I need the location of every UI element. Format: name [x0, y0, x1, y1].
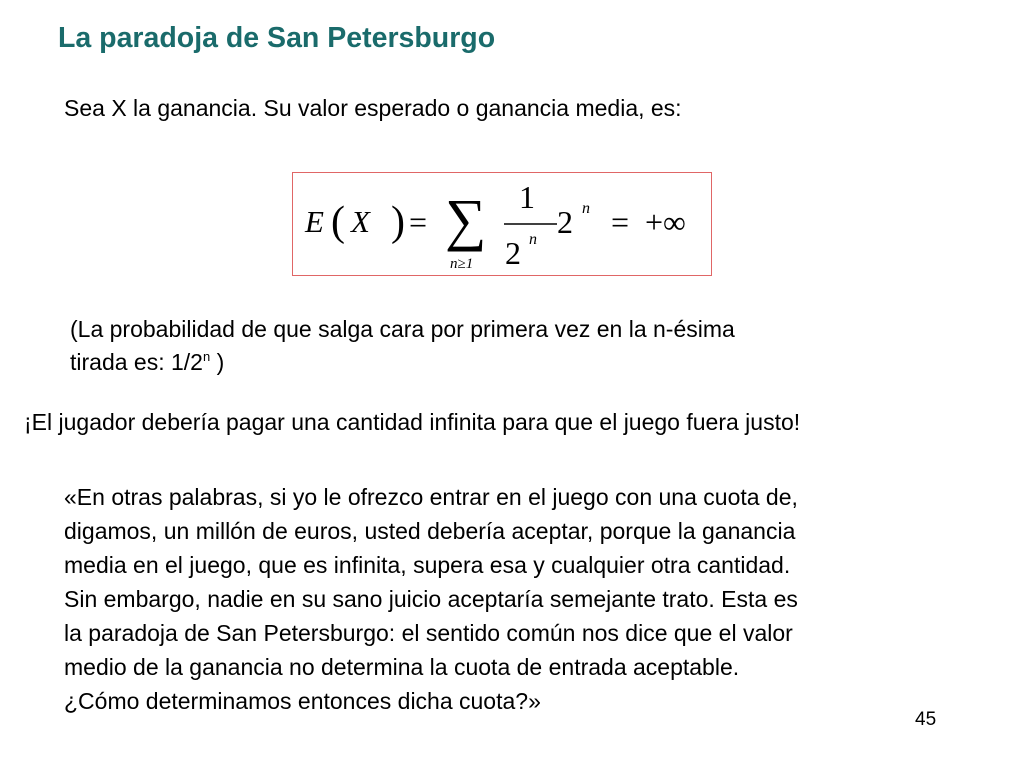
- formula-result: +∞: [645, 204, 686, 240]
- formula-e: E: [305, 204, 324, 239]
- intro-text: Sea X la ganancia. Su valor esperado o ganancia media, es:: [64, 95, 682, 121]
- formula-power-base: 2: [557, 204, 573, 240]
- quote-line: digamos, un millón de euros, usted debería aceptar, porque la ganancia: [64, 518, 796, 544]
- slide-title: La paradoja de San Petersburgo: [58, 22, 496, 54]
- formula-power-exponent: n: [582, 200, 590, 217]
- expected-value-formula: [292, 172, 712, 276]
- formula-denominator-base: 2: [505, 235, 521, 271]
- note-line-2-suffix: ): [210, 349, 225, 375]
- paradox-quote: [64, 480, 984, 718]
- formula-svg: [293, 173, 713, 277]
- formula-equals-2: =: [611, 204, 630, 240]
- note-line-1: (La probabilidad de que salga cara por primera vez en la n-ésima: [70, 316, 735, 342]
- formula-numerator: 1: [519, 179, 535, 215]
- note-line-2: [70, 346, 930, 379]
- note-line-2-prefix: tirada es: 1/2: [70, 349, 203, 375]
- quote-line: ¿Cómo determinamos entonces dicha cuota?»: [64, 688, 541, 714]
- quote-line: «En otras palabras, si yo le ofrezco entrar en el juego con una cuota de,: [64, 484, 798, 510]
- page-number: 45: [915, 709, 937, 730]
- quote-line: Sin embargo, nadie en su sano juicio aceptaría semejante trato. Esta es: [64, 586, 798, 612]
- quote-line: medio de la ganancia no determina la cuota de entrada aceptable.: [64, 654, 740, 680]
- quote-line: media en el juego, que es infinita, supera esa y cualquier otra cantidad.: [64, 552, 791, 578]
- formula-rparen: ): [391, 199, 405, 245]
- note-exponent: n: [202, 349, 211, 364]
- quote-line: la paradoja de San Petersburgo: el sentido común nos dice que el valor: [64, 620, 793, 646]
- formula-sum-index: n≥1: [450, 256, 474, 272]
- infinite-payment-claim: ¡El jugador debería pagar una cantidad infinita para que el juego fuera justo!: [24, 409, 801, 435]
- formula-sum-symbol: ∑: [445, 187, 487, 252]
- formula-lparen: (: [331, 199, 345, 245]
- formula-x: X: [351, 204, 370, 239]
- formula-equals: =: [409, 204, 428, 240]
- probability-note: [70, 313, 930, 379]
- formula-denominator-exponent: n: [529, 231, 537, 248]
